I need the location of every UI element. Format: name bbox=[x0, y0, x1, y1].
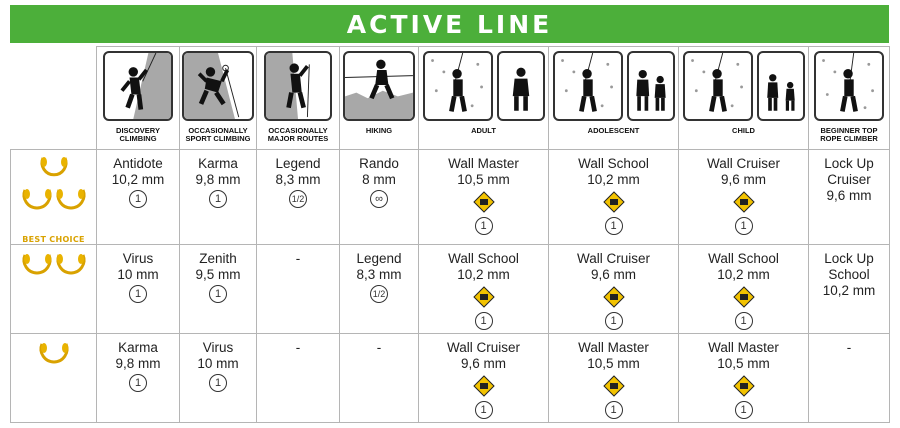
product-name: Karma bbox=[118, 340, 158, 355]
product-diameter: 10,5 mm bbox=[457, 172, 510, 187]
twin-rope-icon: ∞ bbox=[370, 190, 388, 208]
category-child bbox=[679, 47, 809, 150]
sport-climber-icon bbox=[182, 51, 254, 121]
product-cell bbox=[180, 334, 257, 423]
category-label: ADULT bbox=[471, 126, 496, 135]
double-laurel-icon bbox=[19, 245, 89, 285]
rope-type-icon: 1 bbox=[475, 312, 493, 330]
tier-label-second bbox=[11, 245, 97, 334]
product-name: Wall School bbox=[448, 251, 519, 266]
product-name: - bbox=[846, 340, 852, 355]
banner-title: ACTIVE LINE bbox=[10, 5, 889, 43]
category-adolescent bbox=[549, 47, 679, 150]
rope-type-icon: 1 bbox=[735, 217, 753, 235]
product-diameter: 9,6 mm bbox=[826, 188, 872, 203]
product-cell bbox=[809, 150, 890, 245]
product-cell bbox=[419, 150, 549, 245]
rope-type-icon: 1/2 bbox=[289, 190, 307, 208]
product-name: - bbox=[376, 340, 382, 355]
rope-type-icon: 1 bbox=[605, 312, 623, 330]
rope-type-icon: 1 bbox=[129, 190, 147, 208]
discovery-climber-icon bbox=[103, 51, 173, 121]
product-cell bbox=[257, 245, 340, 334]
product-cell bbox=[340, 150, 419, 245]
product-diameter: 9,6 mm bbox=[720, 172, 766, 187]
rope-selection-table bbox=[10, 46, 890, 423]
category-label: DISCOVERY CLIMBING bbox=[116, 126, 160, 143]
gym-wall-climber-icon bbox=[553, 51, 623, 121]
rope-type-icon: 1 bbox=[735, 312, 753, 330]
product-diameter: 10,2 mm bbox=[457, 267, 510, 282]
adult-figure-icon bbox=[497, 51, 545, 121]
major-routes-climber-icon bbox=[264, 51, 332, 121]
rope-type-icon: 1 bbox=[129, 285, 147, 303]
product-cell bbox=[679, 245, 809, 334]
product-name: Wall Cruiser bbox=[446, 340, 520, 355]
product-diameter: 9,5 mm bbox=[195, 267, 241, 282]
product-cell bbox=[549, 245, 679, 334]
rope-type-icon: 1 bbox=[209, 374, 227, 392]
product-name: Wall Master bbox=[708, 340, 779, 355]
product-name: Wall School bbox=[578, 156, 649, 171]
product-cell bbox=[549, 334, 679, 423]
product-cell bbox=[679, 334, 809, 423]
product-cell bbox=[419, 334, 549, 423]
category-adult bbox=[419, 47, 549, 150]
category-label: OCCASIONALLY MAJOR ROUTES bbox=[267, 126, 329, 143]
product-name: Wall Cruiser bbox=[706, 156, 780, 171]
product-cell bbox=[340, 245, 419, 334]
product-name: Wall Master bbox=[578, 340, 649, 355]
product-cell bbox=[97, 150, 180, 245]
category-label: CHILD bbox=[732, 126, 755, 135]
product-diameter: 10 mm bbox=[197, 356, 239, 371]
climbing-wall-sign-icon bbox=[603, 375, 625, 397]
rope-type-icon: 1 bbox=[209, 190, 227, 208]
category-label: OCCASIONALLY SPORT CLIMBING bbox=[185, 126, 251, 143]
tier-label-best bbox=[11, 150, 97, 245]
rope-type-icon: 1 bbox=[475, 217, 493, 235]
product-name: Legend bbox=[356, 251, 402, 266]
product-cell bbox=[97, 334, 180, 423]
category-discovery bbox=[97, 47, 180, 150]
product-diameter: 10,5 mm bbox=[717, 356, 770, 371]
product-cell bbox=[257, 150, 340, 245]
rope-type-icon: 1 bbox=[735, 401, 753, 419]
rope-type-icon: 1 bbox=[605, 401, 623, 419]
climbing-wall-sign-icon bbox=[733, 191, 755, 213]
climbing-wall-sign-icon bbox=[603, 191, 625, 213]
product-cell bbox=[257, 334, 340, 423]
category-sport bbox=[180, 47, 257, 150]
rope-type-icon: 1/2 bbox=[370, 285, 388, 303]
top-rope-climber-icon bbox=[814, 51, 884, 121]
climbing-wall-sign-icon bbox=[603, 286, 625, 308]
product-diameter: 9,6 mm bbox=[590, 267, 636, 282]
product-name: - bbox=[295, 251, 301, 266]
gym-wall-climber-icon bbox=[683, 51, 753, 121]
category-label: ADOLESCENT bbox=[587, 126, 640, 135]
product-diameter: 10,2 mm bbox=[111, 172, 165, 187]
product-name: Legend bbox=[275, 156, 321, 171]
gym-wall-climber-icon bbox=[423, 51, 493, 121]
rope-type-icon: 1 bbox=[605, 217, 623, 235]
best-choice-badge: BEST CHOICE bbox=[22, 235, 85, 244]
product-cell bbox=[419, 245, 549, 334]
climbing-wall-sign-icon bbox=[733, 286, 755, 308]
hiking-icon bbox=[343, 51, 415, 121]
category-hiking bbox=[340, 47, 419, 150]
product-diameter: 10 mm bbox=[117, 267, 159, 282]
tier-label-third bbox=[11, 334, 97, 423]
product-name: Wall School bbox=[708, 251, 779, 266]
category-beginner-top-rope bbox=[809, 47, 890, 150]
product-name: Zenith bbox=[199, 251, 237, 266]
climbing-wall-sign-icon bbox=[473, 375, 495, 397]
product-cell bbox=[180, 245, 257, 334]
product-name: Lock Up School bbox=[824, 251, 874, 282]
category-label: HIKING bbox=[365, 126, 393, 135]
triple-laurel-icon bbox=[15, 150, 93, 230]
product-name: Lock Up Cruiser bbox=[824, 156, 874, 187]
product-diameter: 10,2 mm bbox=[587, 172, 640, 187]
product-cell bbox=[340, 334, 419, 423]
product-cell bbox=[97, 245, 180, 334]
header-row bbox=[11, 47, 890, 150]
product-diameter: 10,2 mm bbox=[822, 283, 876, 298]
tier-row-second bbox=[11, 245, 890, 334]
product-name: Wall Master bbox=[448, 156, 519, 171]
product-diameter: 8,3 mm bbox=[356, 267, 402, 282]
product-name: Antidote bbox=[113, 156, 163, 171]
product-cell bbox=[809, 245, 890, 334]
product-diameter: 8 mm bbox=[362, 172, 396, 187]
product-name: Rando bbox=[359, 156, 399, 171]
climbing-wall-sign-icon bbox=[473, 286, 495, 308]
product-cell bbox=[809, 334, 890, 423]
climbing-wall-sign-icon bbox=[733, 375, 755, 397]
adult-and-child-figures-icon bbox=[757, 51, 805, 121]
rope-type-icon: 1 bbox=[475, 401, 493, 419]
product-name: Wall Cruiser bbox=[576, 251, 650, 266]
product-diameter: 9,8 mm bbox=[115, 356, 161, 371]
rope-type-icon: 1 bbox=[129, 374, 147, 392]
product-diameter: 9,8 mm bbox=[195, 172, 241, 187]
product-name: Karma bbox=[198, 156, 238, 171]
product-name: Virus bbox=[122, 251, 154, 266]
corner-cell bbox=[11, 47, 97, 150]
product-cell bbox=[679, 150, 809, 245]
product-cell bbox=[180, 150, 257, 245]
adult-and-teen-figures-icon bbox=[627, 51, 675, 121]
product-diameter: 8,3 mm bbox=[275, 172, 321, 187]
product-cell bbox=[549, 150, 679, 245]
rope-type-icon: 1 bbox=[209, 285, 227, 303]
product-diameter: 9,6 mm bbox=[460, 356, 506, 371]
product-diameter: 10,2 mm bbox=[717, 267, 770, 282]
product-name: - bbox=[295, 340, 301, 355]
tier-row-third bbox=[11, 334, 890, 423]
product-diameter: 10,5 mm bbox=[587, 356, 640, 371]
category-label: BEGINNER TOP ROPE CLIMBER bbox=[820, 126, 878, 143]
tier-row-best bbox=[11, 150, 890, 245]
category-major-routes bbox=[257, 47, 340, 150]
single-laurel-icon bbox=[34, 334, 74, 374]
product-name: Virus bbox=[202, 340, 234, 355]
climbing-wall-sign-icon bbox=[473, 191, 495, 213]
